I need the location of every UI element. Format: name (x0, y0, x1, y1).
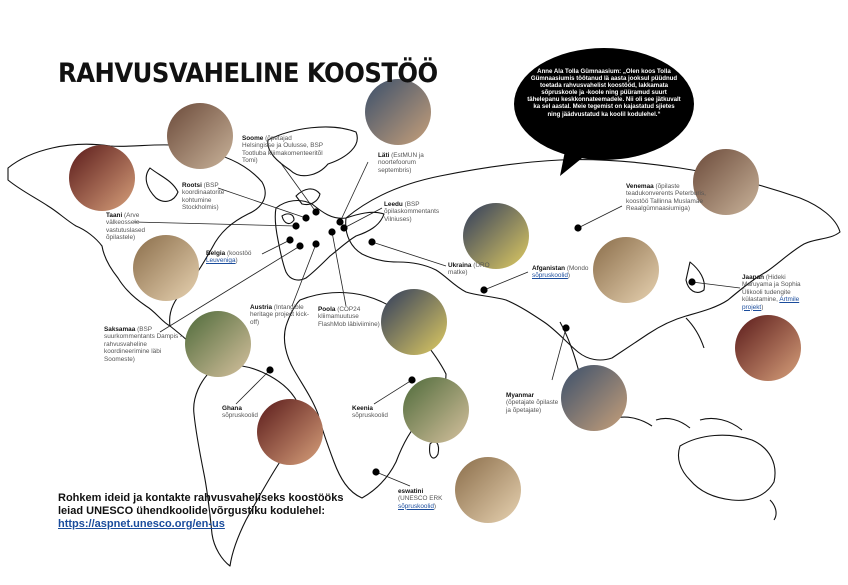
label-afganistan: Afganistan (Mondo sõpruskoolid) (532, 265, 589, 280)
photo-circles (69, 79, 801, 523)
photo-jaapan (735, 315, 801, 381)
label-soome: Soome (õpetajad Helsingisse ja Oulusse, BSP Tootluba kliimakomenteeritõl Tomi) (242, 135, 323, 165)
footer (58, 492, 344, 531)
label-jaapan: Jaapan (Hideki Maruyama ja Sophia Ülikooli tudengite külastamine, Artmile projekt) (742, 274, 801, 311)
photo-eswatini (455, 457, 521, 523)
label-venemaa: Venemaa (õpilaste teadukonverents Peterburis, koostöö Tallinna Muslamäe Reaalgümnaasiumiga) (626, 183, 706, 213)
eswatini-link[interactable]: sõpruskoolid (398, 502, 434, 510)
label-austria: Austria (Intangible heritage project kick-off) (250, 304, 309, 326)
footer-line-2: leiad UNESCO ühendkoolide võrgustiku kodulehel: (58, 505, 326, 517)
quote-text: Anne Ala Tolla Gümnaasium: „Olen koos Tolla Gümnaasiumis töötanud lä aasta jooksul püüdnud toetada rahvusvahelist koostööd, lakkamata sõpruskoole ja -koole ning püüramud suurt tähelepanu keskkonnateemadele. Nii oli see jätkuvalt ka sel aastal. Meie tegemist on kajastatud sjietes ning jäädvustatud ka koolil kodulehel.“ (527, 68, 681, 118)
photo-poola (381, 289, 447, 355)
afganistan-link[interactable]: sõpruskoolid (532, 272, 568, 280)
label-belgia: Belgia (koostöö Leuveniga) (206, 250, 252, 265)
photo-afganistan (593, 237, 659, 303)
label-saksamaa: Saksamaa (BSP suurkommentants Dampis – rahvusvaheline koordineerimine läbi Soomeste) (104, 326, 184, 363)
footer-line-1: Rohkem ideid ja kontakte rahvusvaheliseks koostööks (58, 492, 344, 504)
label-leedu: Leedu (BSP õpilaskommentants Vilniuses) (384, 201, 440, 223)
photo-soome (167, 103, 233, 169)
label-lati: Läti (EstMUN ja noortefoorum septembris) (378, 152, 424, 174)
label-poola: Poola (COP24 kliimamuutuse FlashMob läbiviimine) (318, 306, 380, 328)
photo-myanmar (561, 365, 627, 431)
photo-rootsi (69, 145, 135, 211)
belgia-link[interactable]: Leuveniga (206, 257, 236, 265)
label-eswatini: eswatini (UNESCO ERK sõpruskoolid) (398, 488, 443, 510)
label-ghana: Ghana sõpruskoolid (222, 405, 258, 420)
page-title: RAHVUSVAHELINE KOOSTÖÖ (58, 58, 438, 89)
footer-link[interactable]: https://aspnet.unesco.org/en-us (58, 518, 225, 530)
label-ukraina: Ukraina (ÜRO matke) (448, 262, 490, 277)
label-taani: Taani (Arve välkeossele vastutuslased õpilastele) (106, 212, 146, 242)
photo-belgia (133, 235, 199, 301)
label-myanmar: Myanmar (õpetajate õpilaste ja õpetajate) (506, 392, 559, 414)
label-keenia: Keenia sõpruskoolid (352, 405, 388, 420)
label-rootsi: Rootsi (BSP koordinaatorite kohtumine Stockholmis) (182, 182, 225, 212)
photo-ukraina (463, 203, 529, 269)
jaapan-link[interactable]: Artmile projekt (742, 296, 800, 311)
photo-keenia (403, 377, 469, 443)
photo-saksamaa (185, 311, 251, 377)
